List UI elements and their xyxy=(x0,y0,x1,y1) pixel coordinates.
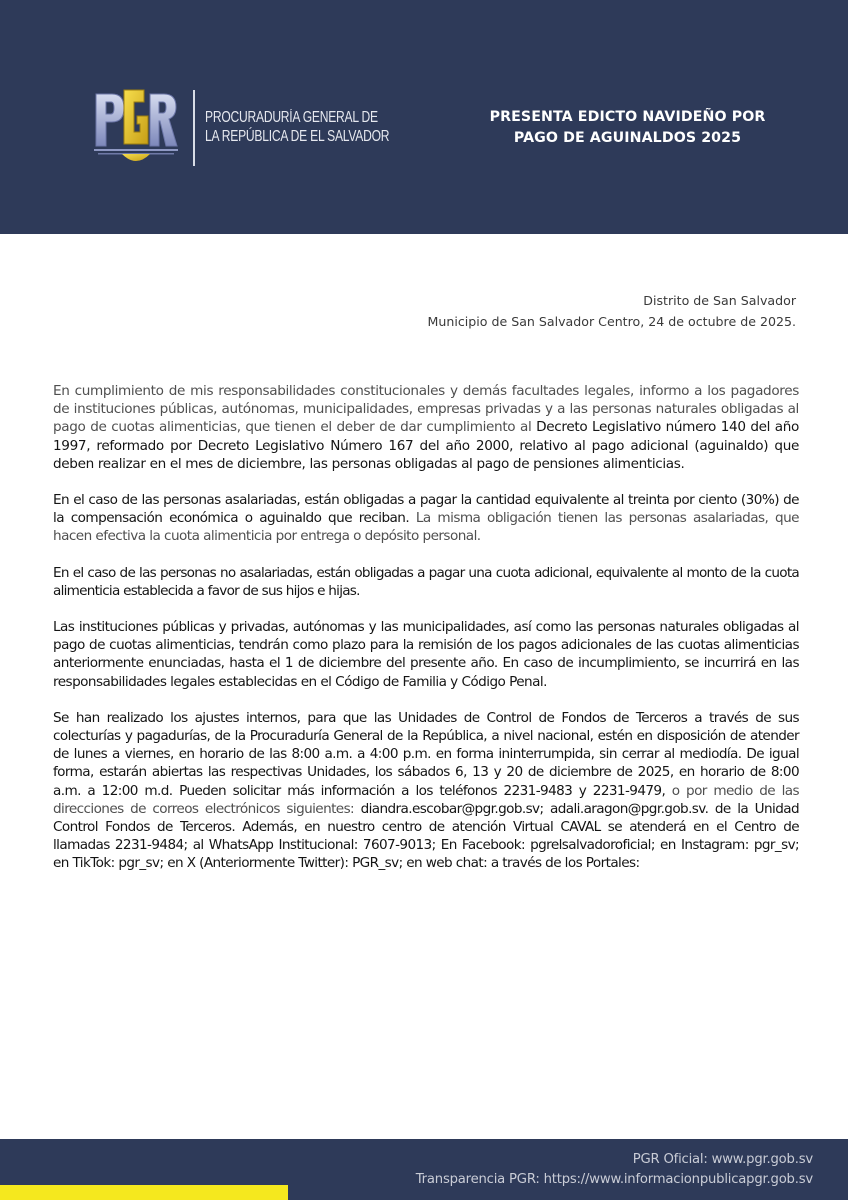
paragraph-5-email-intro: o por medio de las direcciones de correos electrónicos siguientes: xyxy=(53,782,799,817)
organization-name xyxy=(205,108,389,146)
pgr-logo-icon xyxy=(94,88,178,168)
header-banner xyxy=(0,0,848,234)
paragraph-3: En el caso de las personas no asalariadas, están obligadas a pagar una cuota adicional, equivalente al monto de la cuota alimenticia establecida a favor de sus hijos e hijas. xyxy=(53,564,799,599)
paragraph-2-main: En el caso de las personas asalariadas, están obligadas a pagar la cantidad equivalente al treinta por ciento (30%) de la compensación económica o aguinaldo que reciban. xyxy=(53,492,799,527)
municipality-date-line: Municipio de San Salvador Centro, 24 de octubre de 2025. xyxy=(427,314,796,329)
title-line2: PAGO DE AGUINALDOS 2025 xyxy=(513,130,742,146)
org-name-line1: PROCURADURÍA GENERAL DE xyxy=(205,109,378,126)
paragraph-1 xyxy=(53,382,799,473)
document-title xyxy=(460,107,795,149)
paragraph-5 xyxy=(53,709,799,873)
title-line1: PRESENTA EDICTO NAVIDEÑO POR xyxy=(489,109,766,125)
transparency-site-link[interactable]: Transparencia PGR: https://www.informacionpublicapgr.gob.sv xyxy=(415,1172,813,1187)
paragraph-1-intro: En cumplimiento de mis responsabilidades constitucionales y demás facultades legales, informo a los pagadores de instituciones públicas, autónomas, municipalidades, empresas privadas y a las personas naturales obligadas al pago de cuotas alimenticias, que tienen el deber de dar cumplimiento al xyxy=(53,383,799,436)
paragraph-2-extra: La misma obligación tienen las personas asalariadas, que hacen efectiva la cuota alimenticia por entrega o depósito personal. xyxy=(53,510,799,545)
district-line: Distrito de San Salvador xyxy=(643,293,796,308)
paragraph-2 xyxy=(53,491,799,546)
org-name-line2: LA REPÚBLICA DE EL SALVADOR xyxy=(205,128,390,145)
footer-accent-bar xyxy=(0,1185,288,1200)
edict-body xyxy=(53,382,799,891)
paragraph-5-schedule: Se han realizado los ajustes internos, para que las Unidades de Control de Fondos de Terceros a través de sus colecturías y pagadurías, de la Procuraduría General de la República, a nivel nacional, estén en disposición de atender de lunes a viernes, en horario de las 8:00 a.m. a 4:00 p.m. en forma ininterrumpida, sin cerrar al mediodía. De igual forma, estarán abiertas las respectivas Unidades, los sábados 6, 13 y 20 de diciembre de 2025, en horario de 8:00 a.m. a 12:00 m.d. Pueden solicitar más información a los teléfonos 2231-9483 y 2231-9479, xyxy=(53,709,799,799)
footer-links xyxy=(416,1150,813,1190)
official-site-link[interactable]: PGR Oficial: www.pgr.gob.sv xyxy=(632,1152,813,1167)
paragraph-1-decree: Decreto Legislativo número 140 del año 1997, reformado por Decreto Legislativo Número 167 del año 2000, relativo al pago adicional (aguinaldo) que deben realizar en el mes de diciembre, las personas obligadas al pago de pensiones alimenticias. xyxy=(53,419,800,472)
paragraph-4: Las instituciones públicas y privadas, autónomas y las municipalidades, así como las personas naturales obligadas al pago de cuotas alimenticias, tendrán como plazo para la remisión de los pagos adicionales de las cuotas alimenticias anteriormente enunciadas, hasta el 1 de diciembre del presente año. En caso de incumplimiento, se incurrirá en las responsabilidades legales establecidas en el Código de Familia y Código Penal. xyxy=(53,619,799,690)
paragraph-5-contacts: diandra.escobar@pgr.gob.sv; adali.aragon@pgr.gob.sv. de la Unidad Control Fondos de Terceros. Además, en nuestro centro de atención Virtual CAVAL se atenderá en el Centro de llamadas 2231-9484; al WhatsApp Institucional: 7607-9013; En Facebook: pgrelsalvadoroficial; en Instagram: pgr_sv; en TikTok: pgr_sv; en X (Anteriormente Twitter): PGR_sv; en web chat: a través de los Portales: xyxy=(53,800,799,872)
place-and-date xyxy=(428,290,797,332)
logo-divider xyxy=(193,90,195,166)
